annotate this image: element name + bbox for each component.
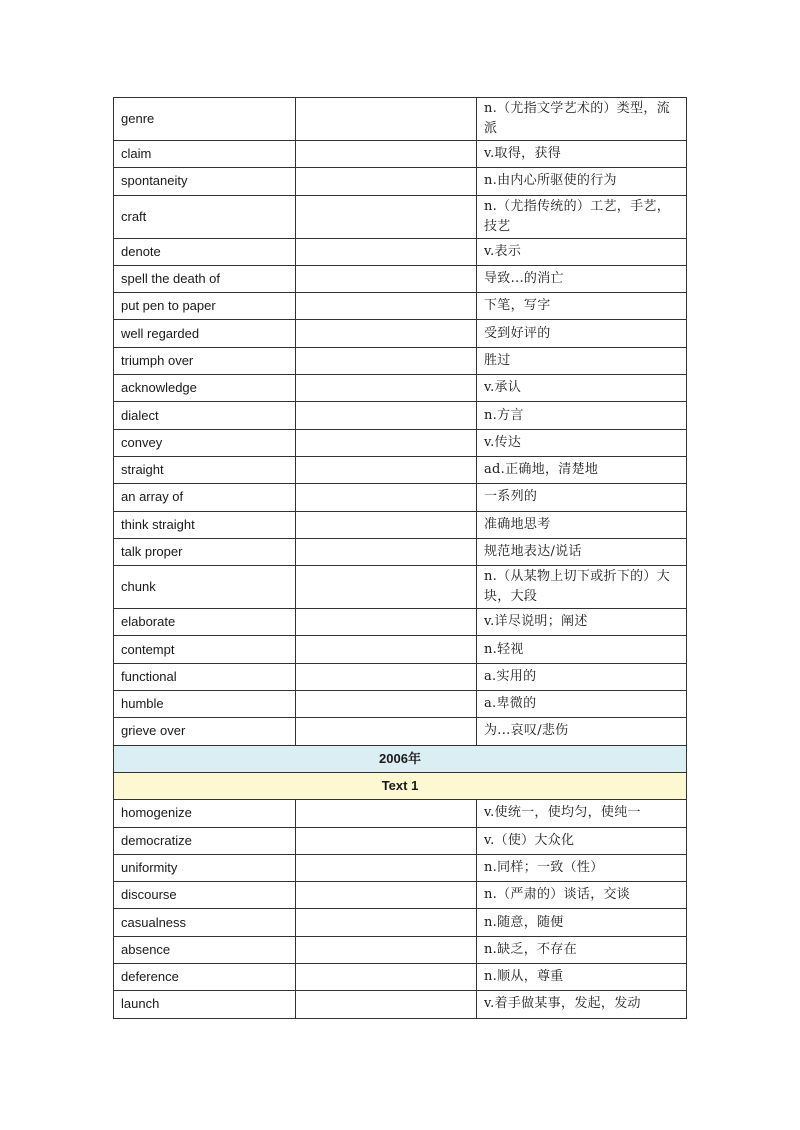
blank-cell: [296, 566, 477, 609]
blank-cell: [296, 538, 477, 565]
meaning-cell: v.取得，获得: [477, 141, 687, 168]
word-cell: spell the death of: [114, 265, 296, 292]
table-row: [114, 827, 687, 854]
word-cell: homogenize: [114, 800, 296, 827]
meaning-cell: v.表示: [477, 238, 687, 265]
word-cell: casualness: [114, 909, 296, 936]
meaning-cell: n.（从某物上切下或折下的）大块，大段: [477, 566, 687, 609]
word-cell: spontaneity: [114, 168, 296, 195]
table-row: [114, 538, 687, 565]
meaning-cell: 规范地表达/说话: [477, 538, 687, 565]
table-row: [114, 429, 687, 456]
word-cell: humble: [114, 691, 296, 718]
blank-cell: [296, 98, 477, 141]
blank-cell: [296, 429, 477, 456]
table-row: [114, 964, 687, 991]
meaning-cell: a.卑微的: [477, 691, 687, 718]
vocabulary-table: [113, 97, 687, 1019]
word-cell: absence: [114, 936, 296, 963]
word-cell: straight: [114, 456, 296, 483]
word-cell: well regarded: [114, 320, 296, 347]
blank-cell: [296, 168, 477, 195]
blank-cell: [296, 195, 477, 238]
word-cell: dialect: [114, 402, 296, 429]
table-row: [114, 511, 687, 538]
word-cell: triumph over: [114, 347, 296, 374]
word-cell: democratize: [114, 827, 296, 854]
table-row: [114, 375, 687, 402]
table-row: [114, 882, 687, 909]
blank-cell: [296, 718, 477, 745]
table-row: [114, 991, 687, 1018]
blank-cell: [296, 827, 477, 854]
year-header: 2006年: [114, 745, 687, 772]
blank-cell: [296, 375, 477, 402]
table-row: [114, 265, 687, 292]
word-cell: chunk: [114, 566, 296, 609]
table-row: [114, 195, 687, 238]
blank-cell: [296, 691, 477, 718]
meaning-cell: 为...哀叹/悲伤: [477, 718, 687, 745]
meaning-cell: n.（尤指文学艺术的）类型，流派: [477, 98, 687, 141]
meaning-cell: 准确地思考: [477, 511, 687, 538]
blank-cell: [296, 609, 477, 636]
text-header-row: [114, 772, 687, 799]
table-row: [114, 347, 687, 374]
word-cell: convey: [114, 429, 296, 456]
blank-cell: [296, 800, 477, 827]
blank-cell: [296, 663, 477, 690]
blank-cell: [296, 484, 477, 511]
meaning-cell: v.详尽说明；阐述: [477, 609, 687, 636]
year-section: [114, 745, 687, 800]
meaning-cell: 胜过: [477, 347, 687, 374]
meaning-cell: n.随意，随便: [477, 909, 687, 936]
blank-cell: [296, 265, 477, 292]
word-cell: launch: [114, 991, 296, 1018]
table-row: [114, 484, 687, 511]
blank-cell: [296, 456, 477, 483]
meaning-cell: v.着手做某事，发起，发动: [477, 991, 687, 1018]
table-row: [114, 238, 687, 265]
meaning-cell: n.顺从，尊重: [477, 964, 687, 991]
meaning-cell: a.实用的: [477, 663, 687, 690]
table-row: [114, 609, 687, 636]
table-row: [114, 98, 687, 141]
blank-cell: [296, 511, 477, 538]
blank-cell: [296, 936, 477, 963]
blank-cell: [296, 991, 477, 1018]
meaning-cell: n.轻视: [477, 636, 687, 663]
year-header-row: [114, 745, 687, 772]
word-cell: functional: [114, 663, 296, 690]
meaning-cell: 受到好评的: [477, 320, 687, 347]
word-cell: an array of: [114, 484, 296, 511]
table-row: [114, 320, 687, 347]
table-row: [114, 636, 687, 663]
text-header: Text 1: [114, 772, 687, 799]
blank-cell: [296, 347, 477, 374]
blank-cell: [296, 882, 477, 909]
table-row: [114, 293, 687, 320]
table-row: [114, 168, 687, 195]
word-cell: discourse: [114, 882, 296, 909]
blank-cell: [296, 238, 477, 265]
blank-cell: [296, 964, 477, 991]
word-cell: deference: [114, 964, 296, 991]
word-cell: genre: [114, 98, 296, 141]
meaning-cell: ad.正确地，清楚地: [477, 456, 687, 483]
word-cell: claim: [114, 141, 296, 168]
table-row: [114, 402, 687, 429]
table-row: [114, 663, 687, 690]
blank-cell: [296, 293, 477, 320]
meaning-cell: 下笔，写字: [477, 293, 687, 320]
meaning-cell: n.缺乏，不存在: [477, 936, 687, 963]
vocabulary-section-1: [114, 98, 687, 746]
word-cell: uniformity: [114, 854, 296, 881]
word-cell: contempt: [114, 636, 296, 663]
word-cell: acknowledge: [114, 375, 296, 402]
meaning-cell: 导致...的消亡: [477, 265, 687, 292]
blank-cell: [296, 636, 477, 663]
table-row: [114, 456, 687, 483]
table-row: [114, 691, 687, 718]
word-cell: denote: [114, 238, 296, 265]
table-row: [114, 566, 687, 609]
word-cell: put pen to paper: [114, 293, 296, 320]
meaning-cell: n.（尤指传统的）工艺，手艺，技艺: [477, 195, 687, 238]
meaning-cell: 一系列的: [477, 484, 687, 511]
table-row: [114, 800, 687, 827]
meaning-cell: v.传达: [477, 429, 687, 456]
word-cell: elaborate: [114, 609, 296, 636]
blank-cell: [296, 854, 477, 881]
blank-cell: [296, 909, 477, 936]
word-cell: talk proper: [114, 538, 296, 565]
meaning-cell: v.使统一，使均匀，使纯一: [477, 800, 687, 827]
blank-cell: [296, 141, 477, 168]
meaning-cell: v.（使）大众化: [477, 827, 687, 854]
blank-cell: [296, 402, 477, 429]
vocabulary-section-2: [114, 800, 687, 1018]
table-row: [114, 854, 687, 881]
word-cell: craft: [114, 195, 296, 238]
word-cell: think straight: [114, 511, 296, 538]
meaning-cell: n.（严肃的）谈话，交谈: [477, 882, 687, 909]
meaning-cell: n.同样；一致（性）: [477, 854, 687, 881]
table-row: [114, 909, 687, 936]
table-row: [114, 718, 687, 745]
table-row: [114, 936, 687, 963]
word-cell: grieve over: [114, 718, 296, 745]
meaning-cell: n.方言: [477, 402, 687, 429]
meaning-cell: n.由内心所驱使的行为: [477, 168, 687, 195]
meaning-cell: v.承认: [477, 375, 687, 402]
blank-cell: [296, 320, 477, 347]
table-row: [114, 141, 687, 168]
